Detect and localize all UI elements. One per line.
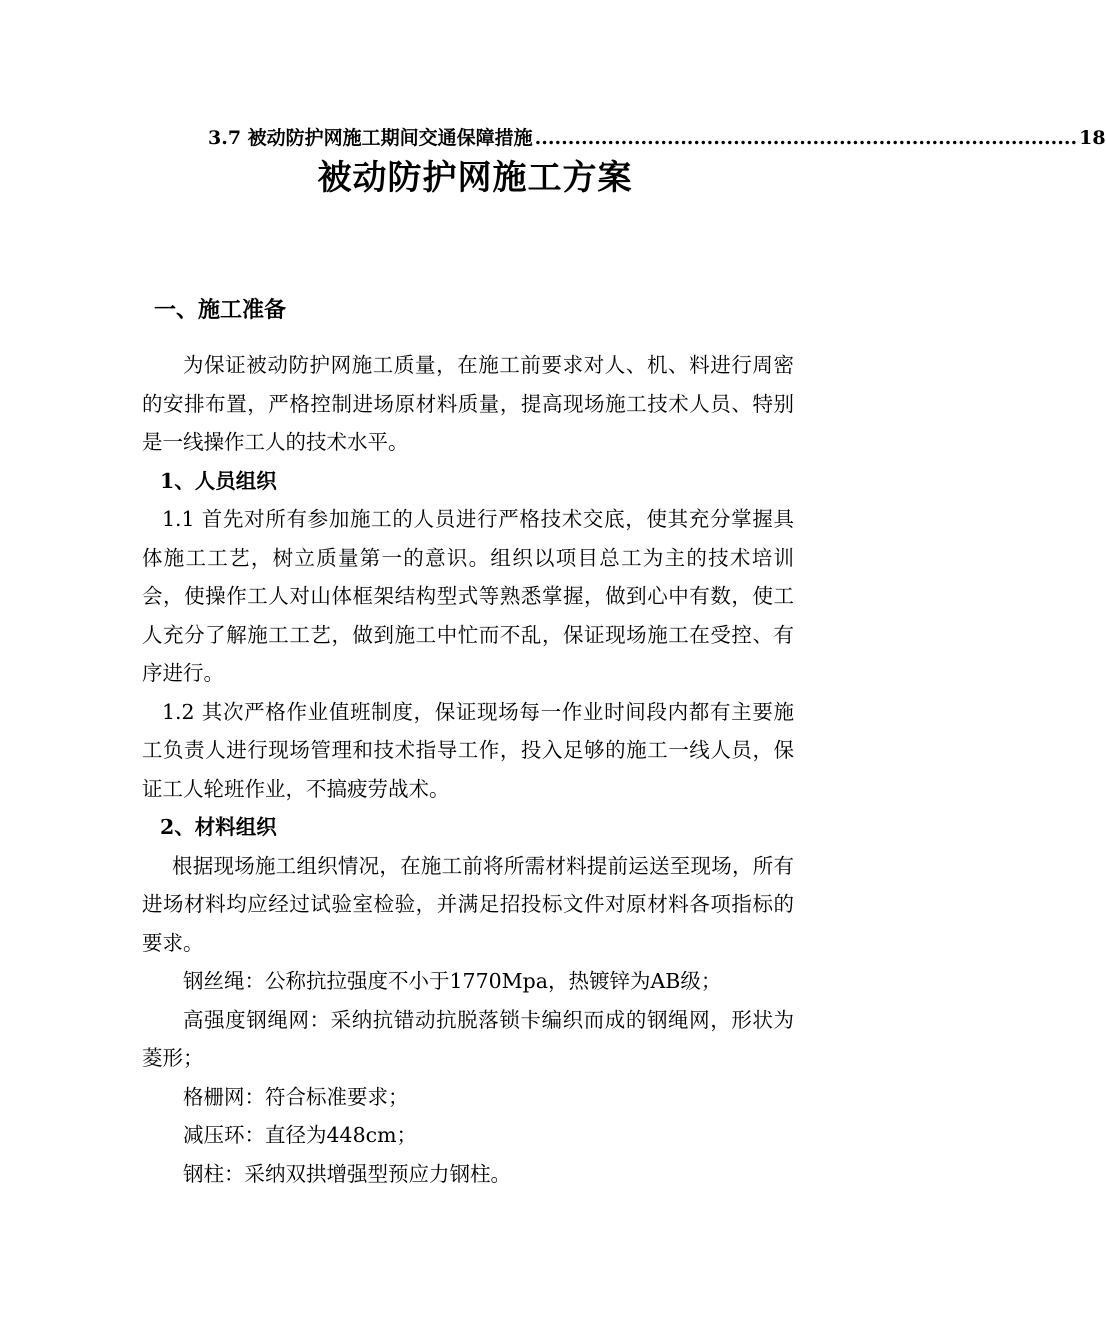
toc-entry[interactable]: [208, 124, 1106, 152]
subsection-heading-personnel: 1、人员组织: [160, 468, 277, 493]
material-item-steel-net: 高强度钢绳网：采纳抗错动抗脱落锁卡编织而成的钢绳网，形状为菱形；: [142, 1007, 794, 1070]
section-heading-preparation: 一、施工准备: [154, 297, 287, 323]
toc-entry-title: 3.7 被动防护网施工期间交通保障措施: [208, 127, 533, 149]
materials-paragraph: 根据现场施工组织情况，在施工前将所需材料提前运送至现场，所有进场材料均应经过试验室检验，并满足招投标文件对原材料各项指标的要求。: [142, 853, 794, 955]
toc-page-number: 18: [1079, 127, 1106, 149]
material-item-grid-net: 格栅网：符合标准要求；: [183, 1084, 409, 1109]
personnel-paragraph-1: 1.1 首先对所有参加施工的人员进行严格技术交底，使其充分掌握具体施工工艺，树立质量第一的意识。组织以项目总工为主的技术培训会，使操作工人对山体框架结构型式等熟悉掌握，做到心中有数，使工人充分了解施工工艺，做到施工中忙而不乱，保证现场施工在受控、有序进行。: [142, 507, 794, 685]
document-title: 被动防护网施工方案: [317, 158, 633, 198]
document-body: [142, 288, 794, 1193]
personnel-paragraph-2: 1.2 其次严格作业值班制度，保证现场每一作业时间段内都有主要施工负责人进行现场管理和技术指导工作，投入足够的施工一线人员，保证工人轮班作业，不搞疲劳战术。: [142, 699, 794, 801]
subsection-heading-materials: 2、材料组织: [160, 815, 277, 839]
toc-leader-dots: ..................................................................................: [534, 127, 1078, 149]
material-item-pressure-ring: 减压环：直径为448cm；: [183, 1123, 418, 1147]
material-item-steel-column: 钢柱：采纳双拱增强型预应力钢柱。: [183, 1161, 511, 1186]
section-intro-paragraph: 为保证被动防护网施工质量，在施工前要求对人、机、料进行周密的安排布置，严格控制进场原材料质量，提高现场施工技术人员、特别是一线操作工人的技术水平。: [142, 353, 794, 454]
material-item-wire-rope: 钢丝绳：公称抗拉强度不小于1770Mpa，热镀锌为AB级；: [183, 969, 722, 993]
